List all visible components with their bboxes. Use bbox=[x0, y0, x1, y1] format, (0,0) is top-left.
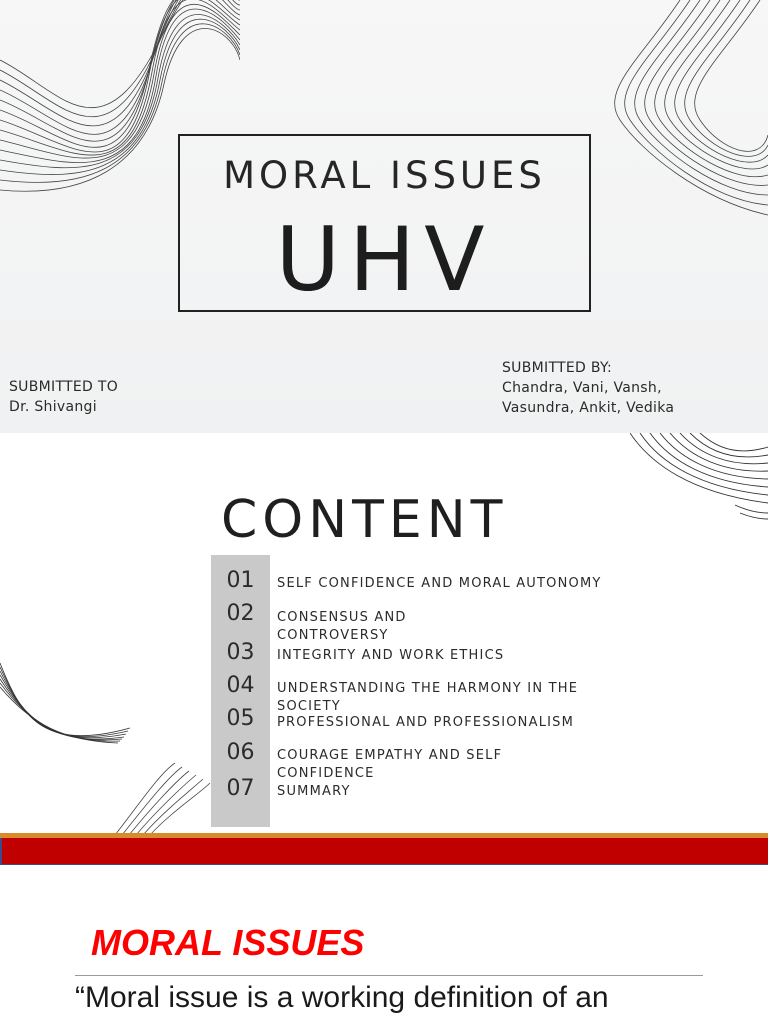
wave-decoration-top-right bbox=[600, 0, 768, 240]
content-item-label: SUMMARY bbox=[277, 784, 351, 799]
moral-issues-slide bbox=[0, 866, 768, 1024]
wave-decoration-right bbox=[630, 433, 768, 528]
content-slide bbox=[0, 433, 768, 835]
wave-decoration-left bbox=[0, 653, 140, 763]
item-number: 05 bbox=[226, 706, 255, 731]
item-number: 07 bbox=[226, 776, 255, 801]
item-number: 03 bbox=[226, 640, 255, 665]
title-slide bbox=[0, 0, 768, 433]
content-item-label: PROFESSIONAL AND PROFESSIONALISM bbox=[277, 715, 575, 730]
definition-text: “Moral issue is a working definition of an bbox=[75, 981, 609, 1014]
submitted-to-label: SUBMITTED TO bbox=[9, 379, 119, 395]
section-title: MORAL ISSUES bbox=[91, 922, 365, 963]
submitted-by-label: SUBMITTED BY: bbox=[502, 360, 613, 376]
content-heading: CONTENT bbox=[221, 490, 508, 550]
divider-red-band bbox=[0, 838, 768, 865]
item-number: 04 bbox=[226, 673, 255, 698]
submitted-by-names-line1: Chandra, Vani, Vansh, bbox=[502, 380, 662, 396]
item-number: 02 bbox=[226, 601, 255, 626]
item-number: 06 bbox=[226, 740, 255, 765]
content-item-label: UNDERSTANDING THE HARMONY IN THE SOCIETY bbox=[277, 681, 579, 714]
wave-decoration-bottom bbox=[110, 763, 220, 835]
number-column bbox=[211, 555, 270, 827]
presentation-title: UHV bbox=[275, 208, 494, 311]
content-item-label: CONSENSUS AND CONTROVERSY bbox=[277, 610, 407, 643]
item-number: 01 bbox=[226, 568, 255, 593]
title-underline bbox=[75, 975, 703, 976]
submitted-to-name: Dr. Shivangi bbox=[9, 399, 97, 415]
title-frame bbox=[178, 134, 591, 312]
content-item-label: INTEGRITY AND WORK ETHICS bbox=[277, 648, 505, 663]
submitted-to-block bbox=[9, 377, 118, 417]
content-item-label: COURAGE EMPATHY AND SELF CONFIDENCE bbox=[277, 748, 503, 781]
presentation-subject: MORAL ISSUES bbox=[223, 154, 546, 197]
submitted-by-block bbox=[502, 358, 674, 418]
submitted-by-names-line2: Vasundra, Ankit, Vedika bbox=[502, 400, 675, 416]
content-item-label: SELF CONFIDENCE AND MORAL AUTONOMY bbox=[277, 576, 602, 591]
